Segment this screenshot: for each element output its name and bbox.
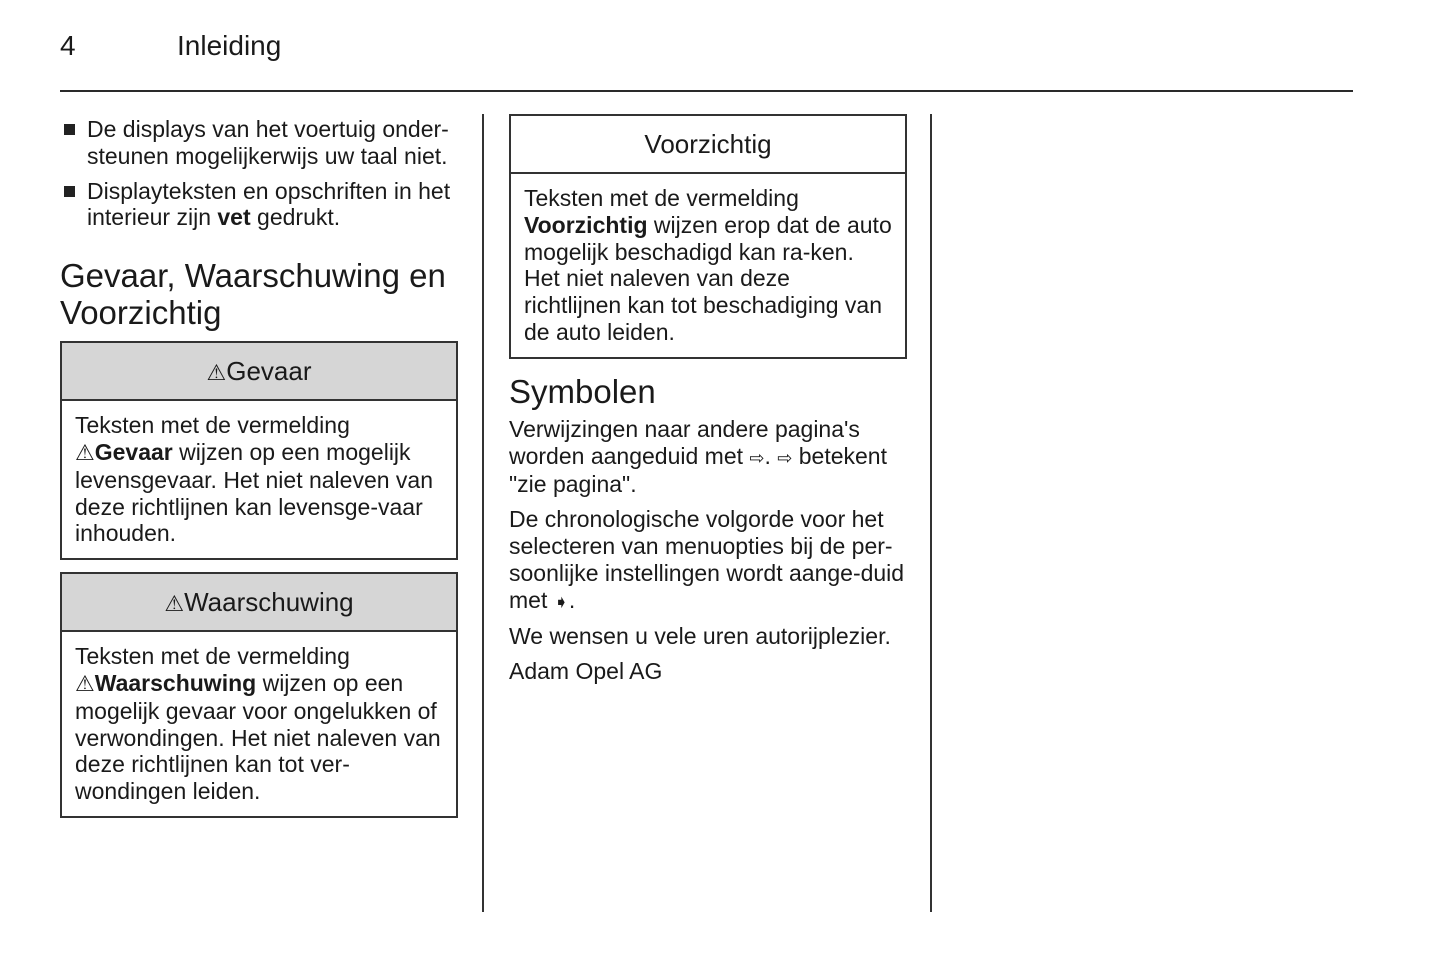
danger-box-body: Teksten met de vermelding ⚠Gevaar wijzen op een mogelijk levensgevaar. Het niet naleven van deze richtlijnen kan levensge-vaar inhouden.: [75, 412, 434, 547]
warning-box-body: Teksten met de vermelding ⚠Waarschuwing wijzen op een mogelijk gevaar voor ongelukken of verwondingen. Het niet naleven van deze richtlijnen kan tot ver-wondingen leiden.: [75, 643, 441, 805]
signature: Adam Opel AG: [509, 658, 663, 685]
caution-box-body: Teksten met de vermelding Voorzichtig wijzen erop dat de auto mogelijk beschadigd kan ra-ken. Het niet naleven van deze richtlijnen kan tot beschadiging van de auto leiden.: [524, 185, 892, 345]
paragraph-wishes: We wensen u vele uren autorijplezier.: [509, 623, 891, 650]
page-reference-arrow-icon: ⇨: [777, 447, 793, 468]
warning-triangle-icon: ⚠: [75, 670, 95, 696]
warning-box: [60, 572, 458, 818]
bullet-item: Displayteksten en opschriften in het interieur zijn vet gedrukt.: [60, 178, 458, 232]
warning-triangle-icon: ⚠: [164, 591, 185, 617]
symbols-title: Symbolen: [509, 372, 656, 410]
column-divider-1: [482, 114, 484, 912]
chapter-title: Inleiding: [177, 30, 282, 61]
warning-triangle-icon: ⚠: [206, 360, 227, 386]
danger-box: [60, 341, 458, 560]
page-reference-arrow-icon: ⇨: [749, 447, 765, 468]
danger-box-header: ⚠Gevaar: [62, 343, 456, 401]
column-divider-2: [930, 114, 932, 912]
warning-triangle-icon: ⚠: [75, 439, 95, 465]
bullet-square-icon: [64, 186, 75, 197]
bullet-square-icon: [64, 124, 75, 135]
bullet-item: De displays van het voertuig onder-steunen mogelijkerwijs uw taal niet.: [60, 116, 458, 170]
menu-sequence-arrow-icon: ➧: [553, 591, 569, 612]
column-1: [60, 116, 458, 830]
column-2: [509, 114, 907, 693]
header-divider: [60, 90, 1353, 92]
warning-box-header: ⚠Waarschuwing: [62, 574, 456, 632]
paragraph-references: Verwijzingen naar andere pagina's worden aangeduid met ⇨. ⇨ betekent "zie pagina".: [509, 415, 887, 498]
section-title: Gevaar, Waarschuwing en Voorzichtig: [60, 257, 446, 332]
paragraph-menu-sequence: De chronologische volgorde voor het selecteren van menuopties bij de per-soonlijke instellingen wordt aange-duid met ➧.: [509, 506, 905, 613]
caution-box: [509, 114, 907, 359]
page-number: 4: [60, 30, 76, 61]
caution-box-header: Voorzichtig: [511, 116, 905, 174]
